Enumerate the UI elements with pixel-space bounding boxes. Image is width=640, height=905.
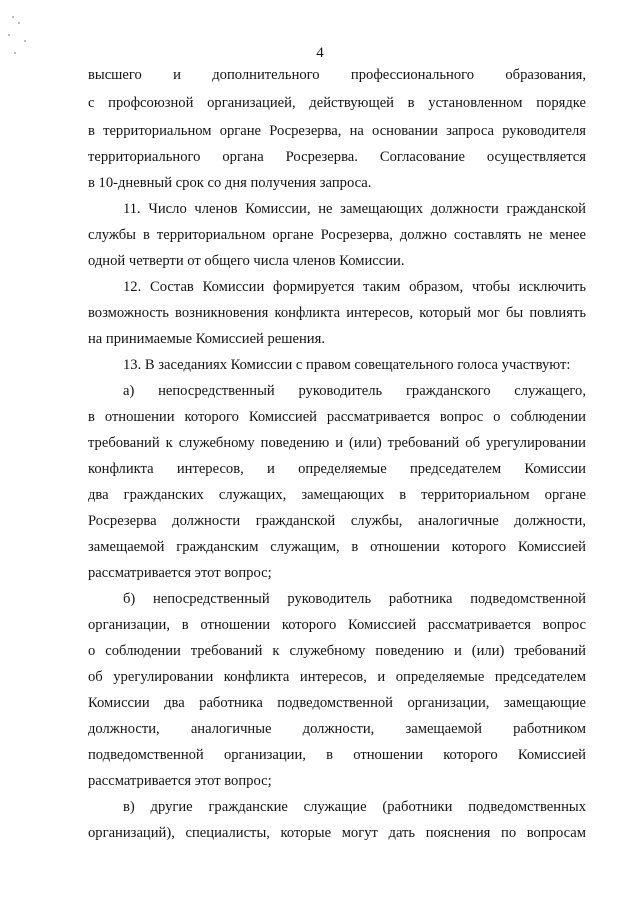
text-line: высшего и дополнительного профессионального образования, xyxy=(88,67,586,83)
text-line: Росрезерва должности гражданской службы, аналогичные должности, xyxy=(88,513,586,529)
scan-speck xyxy=(24,40,26,42)
text-line: рассматривается этот вопрос; xyxy=(88,565,272,581)
text-line: о соблюдении требований к служебному поведению и (или) требований xyxy=(88,643,586,659)
text-line: рассматривается этот вопрос; xyxy=(88,773,272,789)
text-line: требований к служебному поведению и (или) требований об урегулировании xyxy=(88,435,586,451)
text-line: организаций), специалисты, которые могут дать пояснения по вопросам xyxy=(88,825,586,841)
text-line: на принимаемые Комиссией решения. xyxy=(88,331,325,347)
text-line: подведомственной организации, в отношении которого Комиссией xyxy=(88,747,586,763)
text-line: конфликта интересов, и определяемые председателем Комиссии xyxy=(88,461,586,477)
paragraph-first-line: б) непосредственный руководитель работника подведомственной xyxy=(123,591,586,607)
text-line: территориального органа Росрезерва. Согласование осуществляется xyxy=(88,149,586,165)
scan-speck xyxy=(8,34,10,36)
text-line: с профсоюзной организацией, действующей в установленном порядке xyxy=(88,95,586,111)
text-line: в 10-дневный срок со дня получения запроса. xyxy=(88,175,372,191)
text-line: должности, аналогичные должности, замещаемой работником xyxy=(88,721,586,737)
scan-speck xyxy=(12,16,14,18)
text-line: Комиссии два работника подведомственной организации, замещающие xyxy=(88,695,586,711)
text-line: об урегулировании конфликта интересов, и определяемые председателем xyxy=(88,669,586,685)
scan-speck xyxy=(18,22,20,24)
text-line: два гражданских служащих, замещающих в территориальном органе xyxy=(88,487,586,503)
text-line: службы в территориальном органе Росрезерва, должно составлять не менее xyxy=(88,227,586,243)
text-line: организации, в отношении которого Комиссией рассматривается вопрос xyxy=(88,617,586,633)
text-line: в территориальном органе Росрезерва, на основании запроса руководителя xyxy=(88,123,586,139)
text-line: одной четверти от общего числа членов Комиссии. xyxy=(88,253,405,269)
paragraph-first-line: 12. Состав Комиссии формируется таким образом, чтобы исключить xyxy=(123,279,586,295)
text-line: возможность возникновения конфликта интересов, который мог бы повлиять xyxy=(88,305,586,321)
paragraph-first-line: а) непосредственный руководитель гражданского служащего, xyxy=(123,383,586,399)
paragraph-first-line: 13. В заседаниях Комиссии с правом совещательного голоса участвуют: xyxy=(123,357,571,373)
paragraph-first-line: в) другие гражданские служащие (работники подведомственных xyxy=(123,799,586,815)
text-line: замещаемой гражданским служащим, в отношении которого Комиссией xyxy=(88,539,586,555)
paragraph-first-line: 11. Число членов Комиссии, не замещающих должности гражданской xyxy=(123,201,586,217)
page-number: 4 xyxy=(316,45,324,61)
text-line: в отношении которого Комиссией рассматривается вопрос о соблюдении xyxy=(88,409,586,425)
